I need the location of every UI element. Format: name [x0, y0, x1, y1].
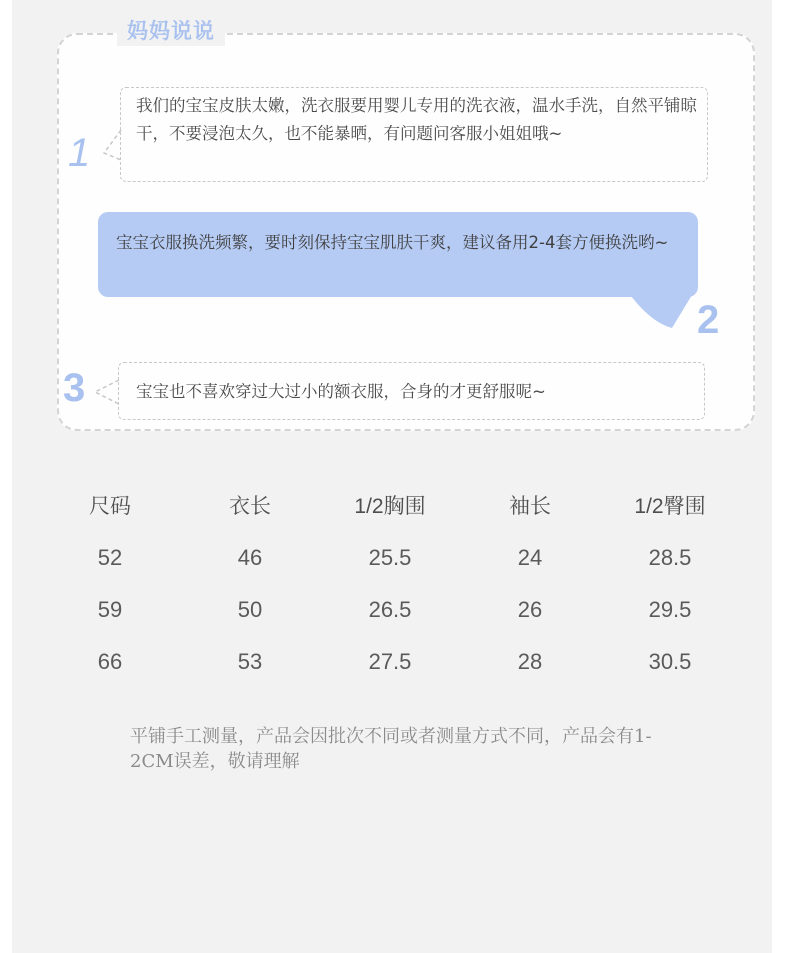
table-cell: 66: [97, 649, 123, 674]
header-size: 尺码: [89, 495, 131, 518]
bubble-1-tail: [104, 130, 121, 160]
table-cell: 26.5: [368, 597, 412, 622]
table-cell: 50: [237, 597, 263, 622]
header-sleeve: 袖长: [509, 495, 551, 518]
measurement-note: 平铺手工测量，产品会因批次不同或者测量方式不同，产品会有1-2CM误差，敬请理解: [130, 726, 652, 772]
bubble-3-tail: [95, 380, 119, 404]
size-table: [40, 478, 740, 688]
table-cell: 25.5: [368, 545, 412, 570]
table-cell: 26: [517, 597, 543, 622]
table-cell: 59: [97, 597, 123, 622]
table-cell: 29.5: [648, 597, 692, 622]
table-cell: 24: [517, 545, 543, 570]
table-cell: 53: [237, 649, 263, 674]
size-table-header: [40, 478, 740, 532]
tip-bubble-3: 宝宝也不喜欢穿过大过小的额衣服，合身的才更舒服呢~: [118, 362, 705, 420]
tip-number-2: 2: [697, 298, 720, 342]
table-cell: 27.5: [368, 649, 412, 674]
tip-bubble-2: 宝宝衣服换洗频繁，要时刻保持宝宝肌肤干爽，建议备用2-4套方便换洗哟~: [98, 212, 698, 297]
header-length: 衣长: [229, 495, 271, 518]
header-half-hip: 1/2臀围: [634, 495, 706, 518]
table-cell: 52: [97, 545, 123, 570]
table-cell: 30.5: [648, 649, 692, 674]
table-row: [40, 532, 740, 584]
header-half-chest: 1/2胸围: [354, 495, 426, 518]
table-row: [40, 636, 740, 688]
table-cell: 28: [517, 649, 543, 674]
tip-number-3: 3: [63, 366, 86, 410]
tip-bubble-1: 我们的宝宝皮肤太嫩，洗衣服要用婴儿专用的洗衣液，温水手洗，自然平铺晾干，不要浸泡太久，也不能暴晒，有问题问客服小姐姐哦~: [120, 87, 708, 182]
table-cell: 46: [237, 545, 263, 570]
tip-number-1: 1: [68, 131, 91, 175]
table-row: [40, 584, 740, 636]
table-cell: 28.5: [648, 545, 692, 570]
tips-title: 妈妈说说: [117, 16, 225, 46]
